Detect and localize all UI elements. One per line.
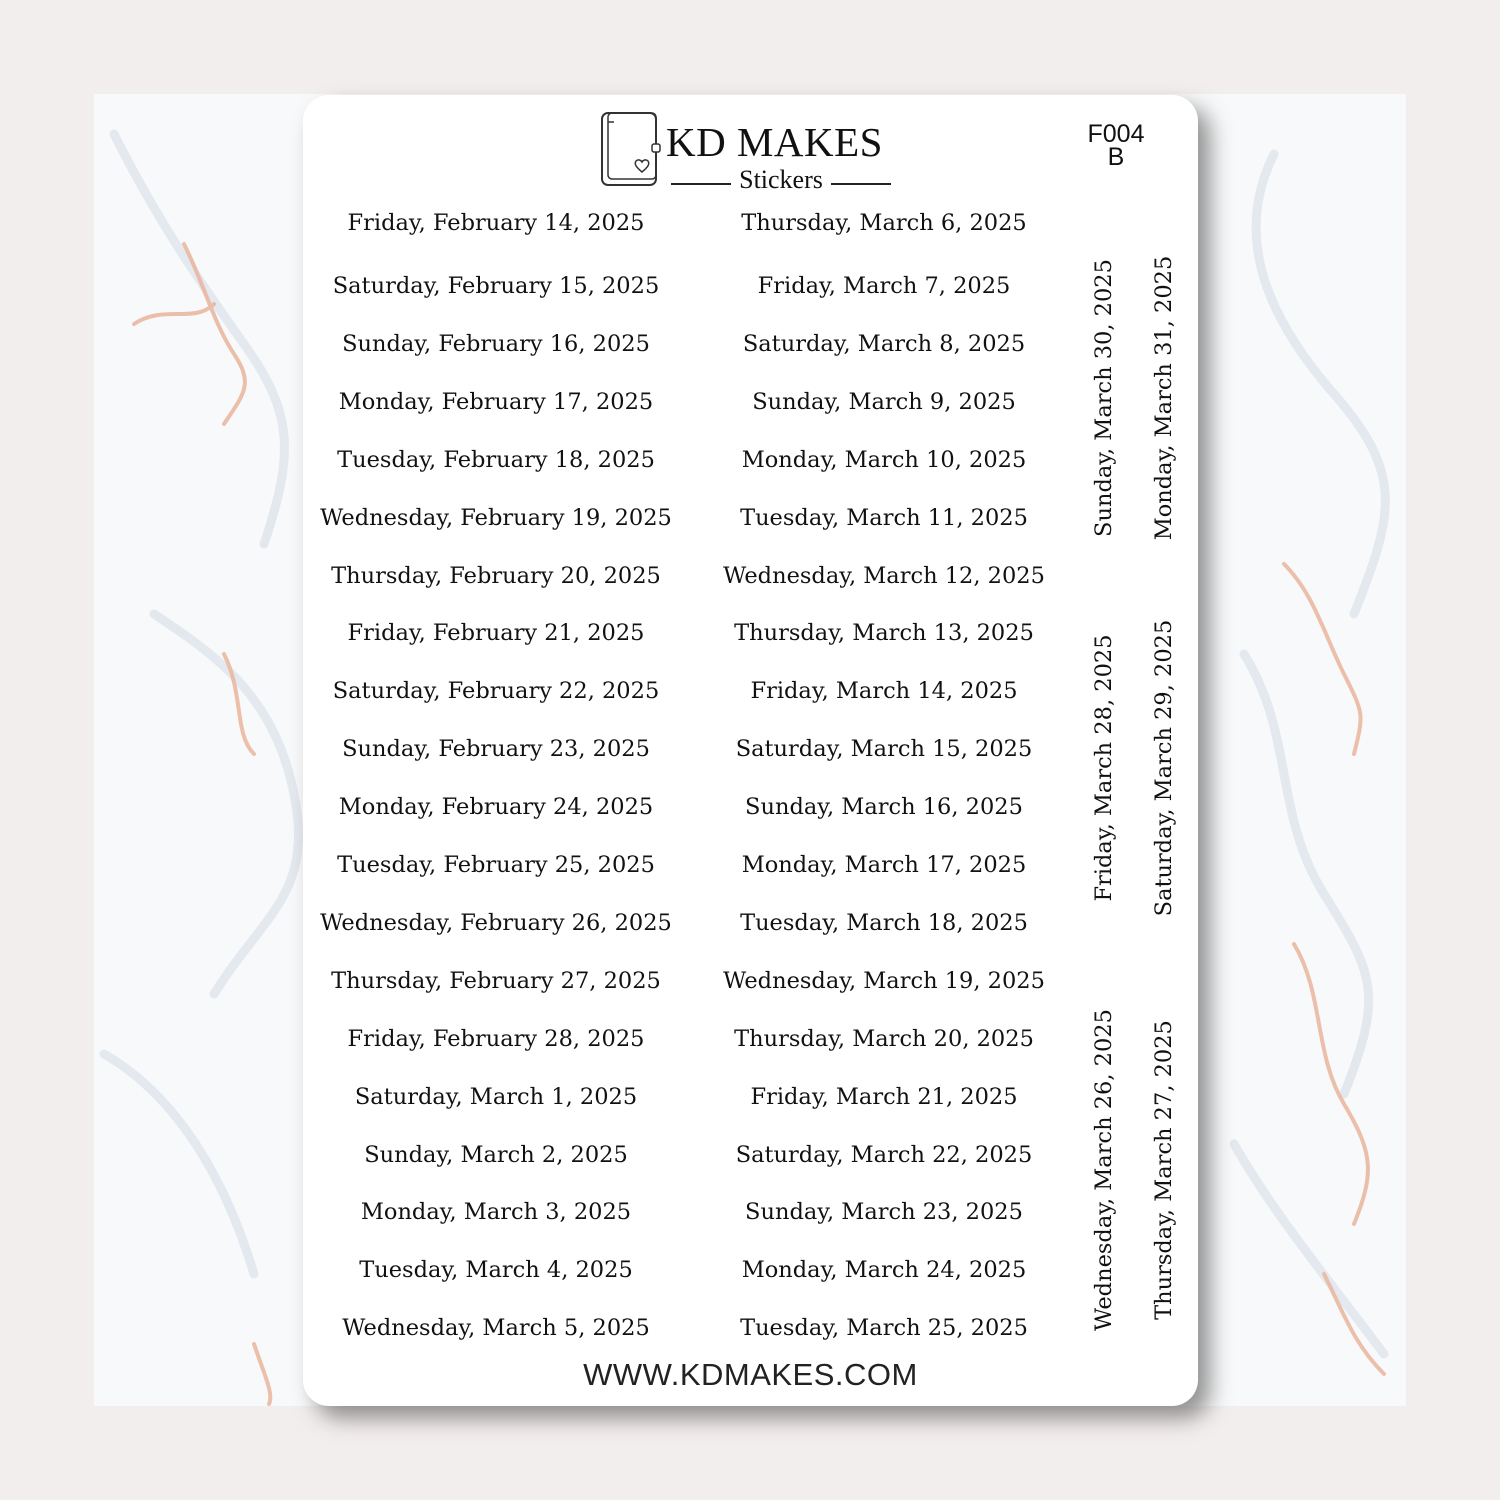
date-sticker[interactable]: Friday, March 21, 2025 [750, 1083, 1018, 1110]
date-sticker[interactable]: Sunday, March 9, 2025 [752, 388, 1016, 415]
date-sticker[interactable]: Monday, March 10, 2025 [741, 446, 1027, 473]
product-code [1073, 120, 1159, 171]
date-sticker[interactable]: Monday, March 17, 2025 [741, 852, 1027, 878]
date-sticker[interactable]: Friday, February 28, 2025 [347, 1025, 645, 1052]
date-sticker[interactable]: Tuesday, February 25, 2025 [337, 852, 655, 878]
date-sticker[interactable]: Thursday, March 6, 2025 [741, 210, 1027, 236]
vertical-date-sticker[interactable]: Thursday, March 27, 2025 [1151, 1020, 1177, 1320]
date-sticker[interactable]: Monday, February 24, 2025 [338, 794, 654, 821]
date-sticker[interactable]: Tuesday, March 25, 2025 [740, 1315, 1028, 1342]
date-sticker[interactable]: Wednesday, February 26, 2025 [320, 909, 672, 936]
date-sticker[interactable]: Sunday, March 23, 2025 [745, 1199, 1023, 1226]
date-sticker[interactable]: Tuesday, March 4, 2025 [359, 1257, 633, 1284]
product-code-line-1: F004 [1087, 120, 1145, 148]
date-sticker[interactable]: Monday, February 17, 2025 [338, 388, 654, 415]
date-sticker[interactable]: Thursday, February 20, 2025 [331, 562, 661, 589]
website-url: WWW.KDMAKES.COM [583, 1357, 918, 1392]
date-sticker[interactable]: Thursday, February 27, 2025 [331, 967, 661, 994]
date-sticker[interactable]: Saturday, February 15, 2025 [332, 273, 660, 299]
date-sticker[interactable]: Tuesday, February 18, 2025 [337, 446, 655, 473]
date-sticker[interactable]: Saturday, March 15, 2025 [735, 736, 1033, 763]
product-code-line-2: B [1107, 143, 1125, 171]
date-sticker[interactable]: Saturday, March 8, 2025 [742, 330, 1026, 357]
date-sticker[interactable]: Thursday, March 13, 2025 [734, 620, 1034, 647]
date-sticker[interactable]: Saturday, March 22, 2025 [735, 1141, 1033, 1168]
date-sticker[interactable]: Friday, February 14, 2025 [347, 210, 645, 236]
date-sticker[interactable]: Monday, March 24, 2025 [741, 1257, 1027, 1284]
date-sticker[interactable]: Wednesday, February 19, 2025 [320, 504, 672, 531]
date-sticker[interactable]: Sunday, March 2, 2025 [364, 1141, 628, 1168]
date-sticker[interactable]: Wednesday, March 5, 2025 [342, 1315, 650, 1342]
date-sticker[interactable]: Wednesday, March 19, 2025 [723, 967, 1045, 994]
date-sticker[interactable]: Friday, February 21, 2025 [347, 620, 645, 647]
brand-name: KD MAKES [666, 119, 883, 165]
brand-subtitle: Stickers [671, 165, 891, 195]
vertical-date-sticker[interactable]: Friday, March 28, 2025 [1091, 634, 1117, 902]
date-sticker[interactable]: Sunday, February 16, 2025 [342, 330, 650, 357]
date-sticker[interactable]: Tuesday, March 18, 2025 [740, 909, 1028, 936]
date-sticker[interactable]: Wednesday, March 12, 2025 [723, 562, 1045, 589]
date-sticker[interactable]: Monday, March 3, 2025 [360, 1199, 632, 1226]
brand-logo [600, 110, 900, 194]
vertical-date-sticker[interactable]: Saturday, March 29, 2025 [1151, 619, 1177, 917]
date-sticker[interactable]: Friday, March 7, 2025 [757, 273, 1011, 299]
vertical-date-sticker[interactable]: Monday, March 31, 2025 [1151, 255, 1177, 541]
date-sticker[interactable]: Friday, March 14, 2025 [750, 678, 1018, 705]
date-sticker[interactable]: Thursday, March 20, 2025 [734, 1025, 1034, 1052]
date-sticker[interactable]: Sunday, March 16, 2025 [745, 794, 1023, 821]
date-sticker[interactable]: Saturday, February 22, 2025 [332, 678, 660, 705]
vertical-date-sticker[interactable]: Sunday, March 30, 2025 [1091, 259, 1117, 537]
planner-heart-icon [600, 110, 664, 190]
date-sticker[interactable]: Saturday, March 1, 2025 [354, 1083, 638, 1110]
date-sticker[interactable]: Sunday, February 23, 2025 [342, 736, 650, 763]
vertical-date-sticker[interactable]: Wednesday, March 26, 2025 [1091, 1009, 1117, 1331]
date-sticker[interactable]: Tuesday, March 11, 2025 [740, 504, 1028, 531]
